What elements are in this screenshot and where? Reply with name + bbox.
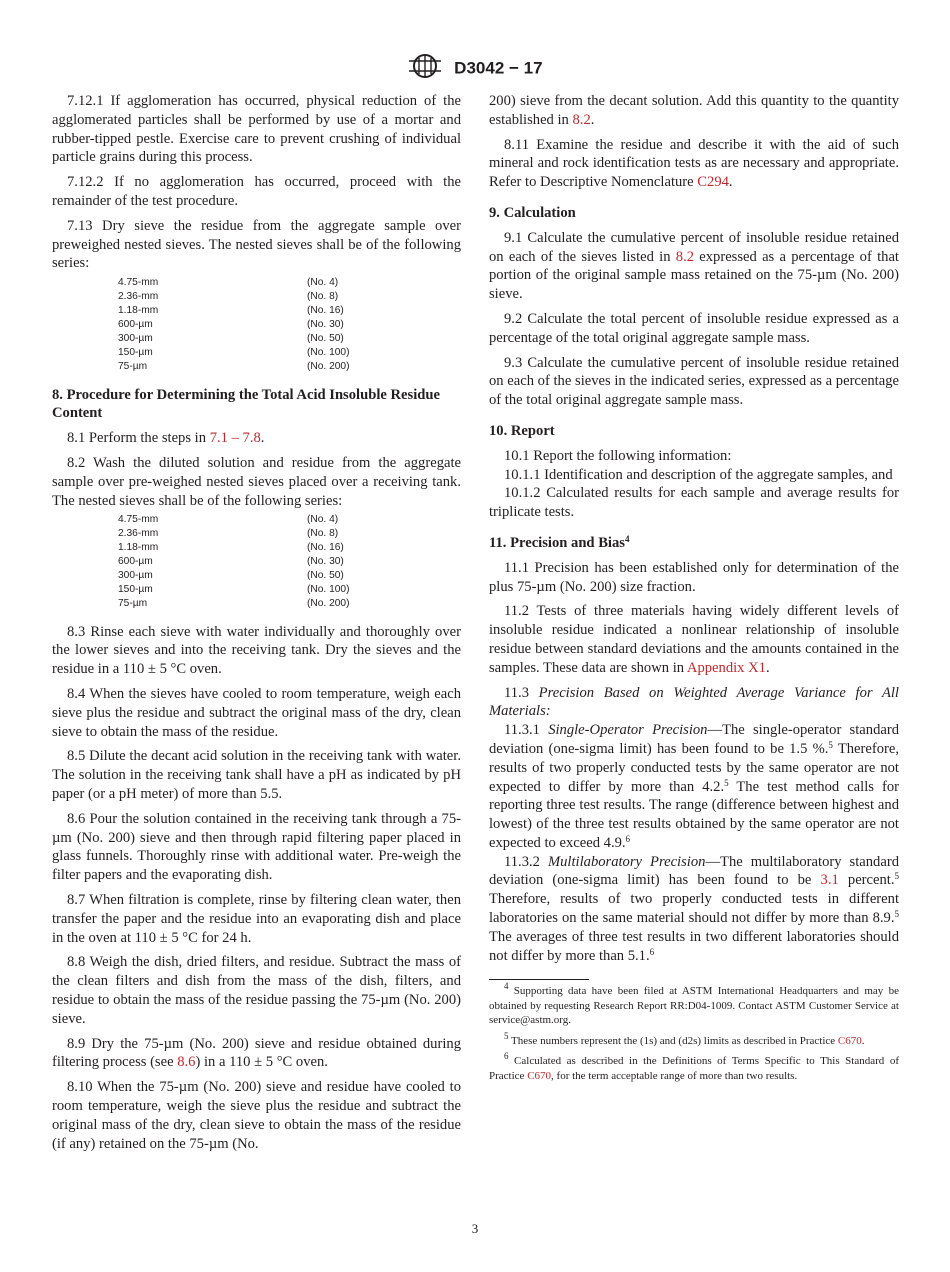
- page-header: [0, 53, 950, 84]
- ref-link-8-2[interactable]: 8.2: [572, 111, 591, 128]
- para-7-13: 7.13 Dry sieve the residue from the aggregate sample over preweighed nested sieves. The nested sieves shall be of the following series:: [52, 217, 461, 272]
- para-8-2: 8.2 Wash the diluted solution and residue from the aggregate sample over pre-weighed nested sieves placed over a receiving tank. The nested sieves shall be of the following series:: [52, 454, 461, 509]
- para-8-8: 8.8 Weigh the dish, dried filters, and residue. Subtract the mass of the clean filters and dish from the mass of the dish, filters, and residue to obtain the mass of the residue passing the 75-µm (No. 200) sieve.: [52, 954, 461, 1027]
- sieve-row: 300-µm (No. 50): [118, 332, 344, 344]
- para-7-12-2: 7.12.2 If no agglomeration has occurred, proceed with the remainder of the test procedure.: [52, 174, 461, 209]
- para-8-6: 8.6 Pour the solution contained in the receiving tank through a 75-µm (No. 200) sieve and then through rapid filtering paper placed in glass funnels. Thoroughly rinse with additional water. Pre-weigh the filter papers and the evaporating dish.: [52, 810, 461, 884]
- sieve-row: 150-µm (No. 100): [118, 583, 350, 595]
- footnote-divider: [489, 979, 589, 980]
- para-11-3-2: 11.3.2 Multilaboratory Precision—The multilaboratory standard deviation (one-sigma limit) has been found to be 3.1 percent.$^5$ Therefore, results of two properly conducted tests in different laboratories on the same material should not differ by more than 8.9.$^5$ The averages of three test results in two different laboratories should not differ by more than 5.1.$^6$: [489, 853, 899, 964]
- para-7-12-1: 7.12.1 If agglomeration has occurred, physical reduction of the agglomerated particles shall be performed by use of a mortar and rubber-tipped pestle. Exercise care to prevent crushing of individual particle grains during this process.: [52, 93, 461, 166]
- para-8-10: 8.10 When the 75-µm (No. 200) sieve and residue have cooled to room temperature, weigh the sieve plus the residue and subtract the original mass of the dry, clean sieve to obtain the mass of the residue (if any) retained on the 75-µm (No.: [52, 1079, 461, 1152]
- sieve-row: 75-µm (No. 200): [118, 597, 350, 609]
- ref-link-c670[interactable]: C670: [527, 1069, 552, 1082]
- sieve-list-2: [118, 513, 461, 610]
- para-10-1-1: 10.1.1 Identification and description of the aggregate samples, and: [504, 466, 893, 483]
- para-8-1: 8.1 Perform the steps in 7.1 – 7.8.: [67, 430, 265, 447]
- para-8-7: 8.7 When filtration is complete, rinse by filtering clean water, then transfer the paper and the residue into an evaporating dish and place in the oven at 110 ± 5 °C for 24 h.: [52, 892, 461, 946]
- ref-link-appendix-x1[interactable]: Appendix X1: [686, 659, 766, 676]
- para-11-3-1: 11.3.1 Single-Operator Precision—The single-operator standard deviation (one-sigma limit) has been found to be 1.5 %.$^5$ Therefore, results of two properly conducted tests by the same operator are not expected to differ by more than 4.2.$^5$ The test method calls for reporting three test results. The range (difference between highest and lowest) of the three test results obtained by the same operator are not expected to exceed 4.9.$^6$: [489, 722, 899, 851]
- sieve-row: 600-µm (No. 30): [118, 556, 344, 568]
- sieve-row: 300-µm (No. 50): [118, 569, 344, 581]
- ref-link-8-2[interactable]: 8.2: [675, 248, 695, 265]
- footnote-5: $^5$ These numbers represent the (1s) and (d2s) limits as described in Practice C670.: [504, 1030, 865, 1047]
- ref-link-c294[interactable]: C294: [697, 174, 729, 191]
- sieve-row: 2.36-mm (No. 8): [118, 291, 339, 303]
- ref-link-c670[interactable]: C670: [837, 1034, 862, 1047]
- page-number: 3: [471, 1221, 479, 1236]
- para-9-2: 9.2 Calculate the total percent of insoluble residue expressed as a percentage of the total original aggregate sample mass.: [489, 310, 899, 346]
- left-column: [52, 92, 461, 1159]
- para-8-4: 8.4 When the sieves have cooled to room temperature, weigh each sieve plus the residue and subtract the original mass of the dry, clean sieve to obtain the mass of the residue.: [52, 686, 461, 740]
- sieve-row: 4.75-mm (No. 4): [118, 514, 339, 526]
- footnote-6: $^6$ Calculated as described in the Definitions of Terms Specific to This Standard of Practice C670, for the term acceptable range of more than two results.: [489, 1051, 899, 1082]
- astm-logo-icon: [407, 53, 443, 84]
- para-11-2: 11.2 Tests of three materials having widely different levels of insoluble residue indicated a nonlinear relationship of insoluble residue between standard deviations and the amounts contained in the samples. These data are shown in Appendix X1.: [489, 603, 899, 676]
- ref-link-3-1[interactable]: 3.1: [820, 872, 839, 889]
- ref-link-8-6[interactable]: 8.6: [177, 1054, 196, 1071]
- standard-designation: D3042 − 17: [454, 58, 543, 78]
- para-9-3: 9.3 Calculate the cumulative percent of insoluble residue retained on each of the sieves in the indicated series, expressed as a percentage of the total original aggregate sample mass.: [489, 354, 899, 409]
- section-8-heading: 8. Procedure for Determining the Total Acid Insoluble Residue Content: [52, 386, 440, 422]
- para-8-9: 8.9 Dry the 75-µm (No. 200) sieve and residue obtained during filtering process (see 8.6) in a 110 ± 5 °C oven.: [52, 1035, 461, 1071]
- para-8-11: 8.11 Examine the residue and describe it with the aid of such mineral and rock identification tests as are necessary and appropriate. Refer to Descriptive Nomenclature C294.: [489, 136, 899, 191]
- footnote-ref: 4: [624, 533, 630, 544]
- ref-link-7-1[interactable]: 7.1 – 7.8: [209, 430, 261, 447]
- right-column: [489, 92, 899, 1089]
- section-9-heading: 9. Calculation: [489, 204, 576, 221]
- para-10-1-2: 10.1.2 Calculated results for each sample and average results for triplicate tests.: [489, 485, 899, 521]
- sieve-row: 1.18-mm (No. 16): [118, 542, 344, 554]
- sieve-row: 150-µm (No. 100): [118, 346, 350, 358]
- section-10-heading: 10. Report: [489, 422, 555, 439]
- sieve-row: 4.75-mm (No. 4): [118, 277, 339, 289]
- para-11-1: 11.1 Precision has been established only for determination of the plus 75-µm (No. 200) size fraction.: [489, 559, 899, 595]
- sieve-list-1: [118, 276, 461, 373]
- sieve-row: 75-µm (No. 200): [118, 360, 350, 372]
- footnote-4: $^4$ Supporting data have been filed at ASTM International Headquarters and may be obtained by requesting Research Report RR:D04-1009. Contact ASTM Customer Service at service@astm.org.: [489, 981, 899, 1027]
- para-8-3: 8.3 Rinse each sieve with water individually and thoroughly over the lower sieves and into the receiving tank. Dry the sieves and the residue in a 110 ± 5 °C oven.: [52, 623, 461, 678]
- para-9-1: 9.1 Calculate the cumulative percent of insoluble residue retained on each of the sieves listed in 8.2 expressed as a percentage of that portion of the original sample mass retained on the 75-µm (No. 200) sieve.: [489, 229, 899, 303]
- para-8-5: 8.5 Dilute the decant acid solution in the receiving tank with water. The solution in the receiving tank shall have a pH as indicated by pH paper (or a pH meter) of more than 5.5.: [52, 748, 461, 803]
- section-11-heading: 11. Precision and Bias$^4$: [489, 533, 630, 551]
- sieve-row: 1.18-mm (No. 16): [118, 304, 344, 316]
- para-8-10-continued: 200) sieve from the decant solution. Add this quantity to the quantity established in 8.2.: [489, 93, 899, 128]
- sieve-row: 600-µm (No. 30): [118, 318, 344, 330]
- para-10-1: 10.1 Report the following information:: [504, 447, 732, 464]
- sieve-row: 2.36-mm (No. 8): [118, 528, 339, 540]
- para-11-3: 11.3 Precision Based on Weighted Average Variance for All Materials:: [489, 684, 899, 720]
